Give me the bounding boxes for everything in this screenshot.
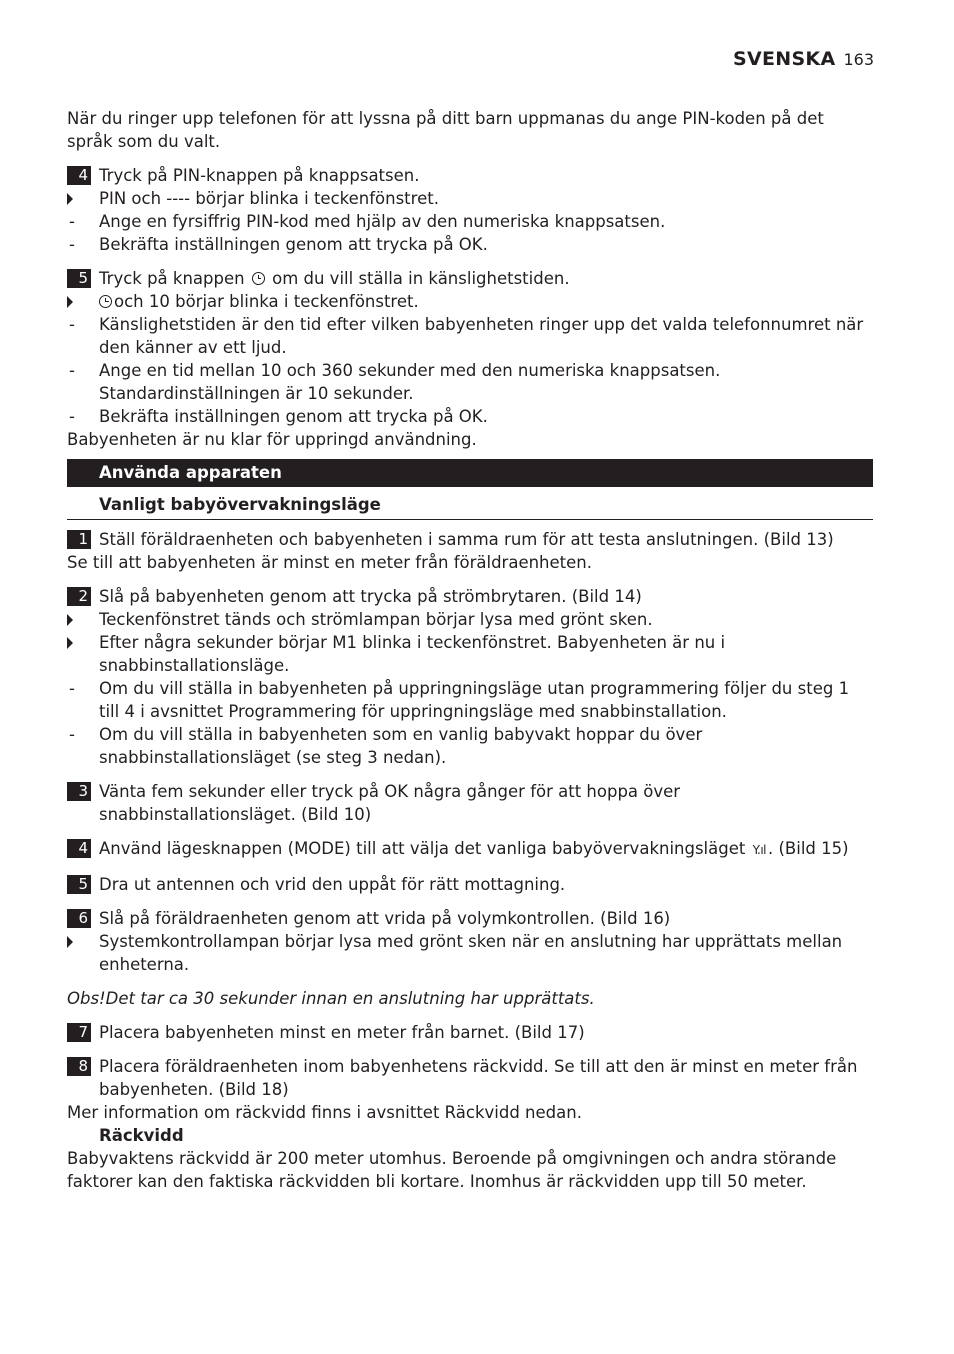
page-header <box>733 48 874 70</box>
step-number: 6 <box>67 909 91 928</box>
step-item <box>67 873 873 896</box>
dash-item <box>67 723 873 769</box>
dash-text: Bekräfta inställningen genom att trycka på OK. <box>99 235 488 254</box>
step-text-post: . (Bild 15) <box>768 839 849 858</box>
result-text: Systemkontrollampan börjar lysa med grönt sken när en anslutning har upprättats mellan enheterna. <box>99 932 843 974</box>
dash-item <box>67 233 873 256</box>
step-item <box>67 907 873 930</box>
result-arrow-icon <box>67 637 73 649</box>
dash-item <box>67 677 873 723</box>
step-text-pre: Använd lägesknappen (MODE) till att välja det vanliga babyövervakningsläget <box>99 839 746 858</box>
step-number: 4 <box>67 839 91 858</box>
dash-text: Om du vill ställa in babyenheten som en vanlig babyvakt hoppar du över snabbinstallationsläget (se steg 3 nedan). <box>99 725 703 767</box>
dash-item <box>67 405 873 428</box>
result-item <box>67 608 873 631</box>
dash-text: Ange en fyrsiffrig PIN-kod med hjälp av den numeriska knappsatsen. <box>99 212 666 231</box>
step-item <box>67 267 873 290</box>
dash-marker: - <box>69 212 75 231</box>
step-number: 1 <box>67 530 91 549</box>
dash-item <box>67 359 873 405</box>
step-number: 2 <box>67 587 91 606</box>
step-number: 5 <box>67 875 91 894</box>
step-text: Vänta fem sekunder eller tryck på OK några gånger för att hoppa över snabbinstallationsläget. (Bild 10) <box>99 782 681 824</box>
dash-text: Känslighetstiden är den tid efter vilken babyenheten ringer upp det valda telefonnumret när den känner av ett ljud. <box>99 315 864 357</box>
step-item <box>67 780 873 826</box>
step-note: Mer information om räckvidd finns i avsnittet Räckvidd nedan. <box>67 1103 582 1122</box>
dash-item <box>67 313 873 359</box>
range-heading: Räckvidd <box>99 1126 184 1145</box>
result-item <box>67 631 873 677</box>
step-number: 3 <box>67 782 91 801</box>
result-arrow-icon <box>67 936 73 948</box>
dash-marker: - <box>69 679 75 698</box>
language-label: SVENSKA <box>732 48 836 70</box>
dash-text: Bekräfta inställningen genom att trycka på OK. <box>99 407 488 426</box>
section-heading: Använda apparaten <box>67 459 873 487</box>
step-item <box>67 164 873 187</box>
step-item <box>67 585 873 608</box>
step-text-pre: Tryck på knappen <box>99 269 245 288</box>
step-text: Slå på babyenheten genom att trycka på strömbrytaren. (Bild 14) <box>99 587 642 606</box>
step-item <box>67 528 873 551</box>
step-number: 8 <box>67 1057 91 1076</box>
dash-marker: - <box>69 725 75 744</box>
result-text: och 10 börjar blinka i teckenfönstret. <box>114 292 419 311</box>
step-number: 5 <box>67 269 91 288</box>
step-number: 4 <box>67 166 91 185</box>
dash-marker: - <box>69 235 75 254</box>
result-arrow-icon <box>67 296 73 308</box>
intro-paragraph: När du ringer upp telefonen för att lyssna på ditt barn uppmanas du ange PIN-koden på det språk som du valt. <box>67 109 824 151</box>
step-item <box>67 837 873 862</box>
clock-icon <box>252 272 265 285</box>
step-text: Placera föräldraenheten inom babyenhetens räckvidd. Se till att den är minst en meter från babyenheten. (Bild 18) <box>99 1057 858 1099</box>
dash-text: Ange en tid mellan 10 och 360 sekunder med den numeriska knappsatsen. Standardinställningen är 10 sekunder. <box>99 361 721 403</box>
result-text: PIN och ---- börjar blinka i teckenfönstret. <box>99 189 439 208</box>
step-item <box>67 1021 873 1044</box>
step-text: Tryck på PIN-knappen på knappsatsen. <box>99 166 420 185</box>
result-arrow-icon <box>67 193 73 205</box>
step-text: Ställ föräldraenheten och babyenheten i samma rum för att testa anslutningen. (Bild 13) <box>99 530 834 549</box>
step-text-post: om du vill ställa in känslighetstiden. <box>272 269 570 288</box>
dash-item <box>67 210 873 233</box>
step-note: Se till att babyenheten är minst en meter från föräldraenheten. <box>67 553 592 572</box>
step-item <box>67 1055 873 1101</box>
dash-marker: - <box>69 315 75 334</box>
step-text: Slå på föräldraenheten genom att vrida på volymkontrollen. (Bild 16) <box>99 909 671 928</box>
dash-marker: - <box>69 407 75 426</box>
note-paragraph: Obs!Det tar ca 30 sekunder innan en anslutning har upprättats. <box>67 989 595 1008</box>
closing-paragraph: Babyenheten är nu klar för uppringd användning. <box>67 430 477 449</box>
result-item <box>67 930 873 976</box>
result-text: Teckenfönstret tänds och strömlampan börjar lysa med grönt sken. <box>99 610 653 629</box>
result-item <box>67 290 873 313</box>
baby-monitor-mode-icon: Y.ıl <box>752 843 766 857</box>
step-number: 7 <box>67 1023 91 1042</box>
result-item <box>67 187 873 210</box>
subsection-heading: Vanligt babyövervakningsläge <box>67 487 873 520</box>
range-paragraph: Babyvaktens räckvidd är 200 meter utomhus. Beroende på omgivningen och andra störande faktorer kan den faktiska räckvidden bli kortare. Inomhus är räckvidden upp till 50 meter. <box>67 1149 837 1191</box>
page-content <box>67 107 873 1193</box>
dash-marker: - <box>69 361 75 380</box>
dash-text: Om du vill ställa in babyenheten på uppringningsläge utan programmering följer du steg 1 till 4 i avsnittet Programmering för uppringningsläge med snabbinstallation. <box>99 679 850 721</box>
clock-icon <box>99 295 112 308</box>
step-text: Dra ut antennen och vrid den uppåt för rätt mottagning. <box>99 875 566 894</box>
result-arrow-icon <box>67 614 73 626</box>
page-number: 163 <box>843 50 874 69</box>
step-text: Placera babyenheten minst en meter från barnet. (Bild 17) <box>99 1023 585 1042</box>
result-text: Efter några sekunder börjar M1 blinka i teckenfönstret. Babyenheten är nu i snabbinstallationsläge. <box>99 633 726 675</box>
